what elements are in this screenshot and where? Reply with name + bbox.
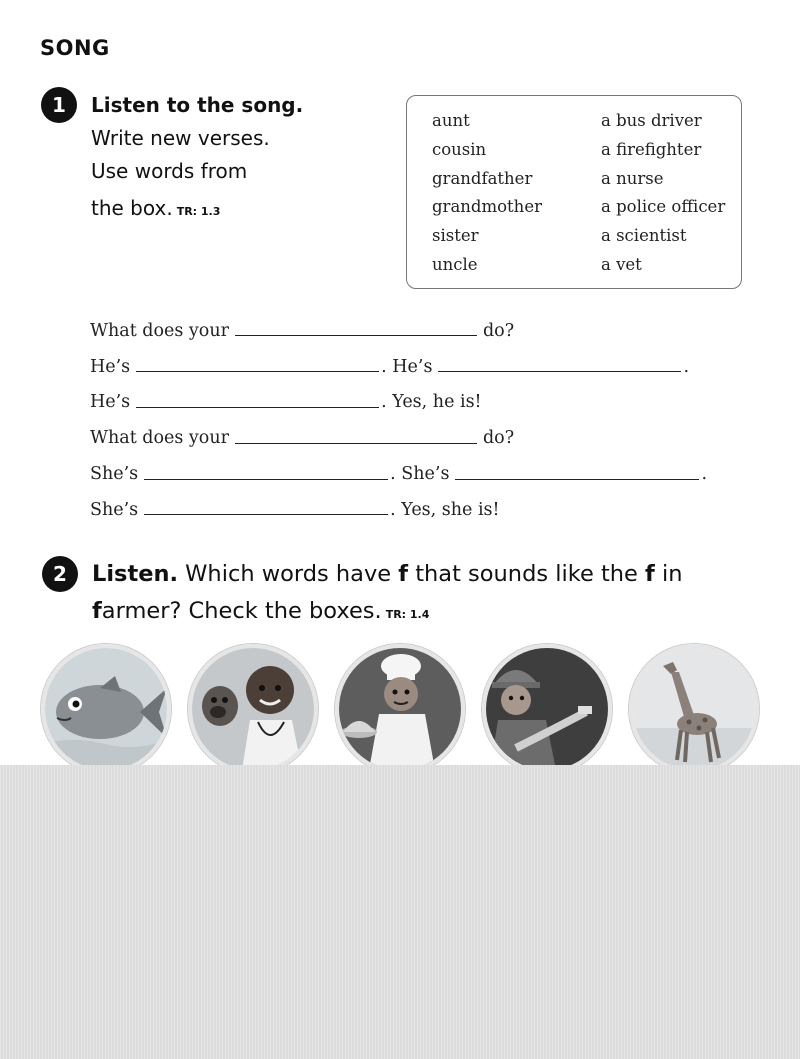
verse-text: What does your (90, 320, 229, 341)
exercise-1-instructions (91, 89, 391, 228)
verse-text: . Yes, she is! (390, 499, 500, 520)
verse-line (90, 456, 730, 492)
verse-text: She’s (90, 464, 139, 485)
answer-blank[interactable] (136, 393, 379, 408)
verse-line (90, 492, 730, 528)
word-box-jobs-column (601, 107, 725, 280)
exercise-1-line3: the box. (91, 196, 173, 220)
word-item: grandfather (432, 168, 533, 188)
track-number: TR: 1.3 (176, 205, 221, 218)
answer-blank[interactable] (235, 429, 477, 444)
exercise-2-listen: Listen. (92, 561, 179, 587)
instruction-f: f (645, 561, 655, 587)
instruction-f: f (92, 598, 102, 624)
word-item: a nurse (601, 168, 664, 188)
verse-text: . She’s (390, 464, 450, 485)
giraffe-picture (629, 644, 759, 774)
verse-text: . (683, 356, 690, 377)
track-number: TR: 1.4 (385, 608, 430, 621)
word-item: uncle (432, 254, 478, 274)
section-title: SONG (40, 36, 110, 60)
answer-blank[interactable] (136, 357, 379, 372)
exercise-1-line2: Use words from (91, 159, 248, 183)
verse-text: do? (482, 428, 515, 449)
word-item: aunt (432, 111, 470, 130)
verse-text: . He’s (381, 356, 433, 377)
exercise-1-line1: Write new verses. (91, 126, 270, 150)
verse-line (90, 349, 730, 385)
word-item: cousin (432, 139, 487, 159)
exercise-2-instructions (92, 556, 732, 633)
word-item: sister (432, 226, 479, 246)
fish-picture (41, 644, 171, 774)
exercise-2-number: 2 (42, 556, 78, 592)
instruction-f: f (398, 561, 409, 587)
answer-blank[interactable] (235, 321, 477, 336)
word-item: a vet (601, 254, 642, 274)
word-box-family-column (432, 107, 542, 280)
verse-text: What does your (90, 428, 229, 449)
answer-blank[interactable] (144, 465, 388, 480)
redaction-overlay (0, 765, 800, 1059)
verse-text: do? (482, 320, 515, 341)
answer-blank[interactable] (438, 357, 681, 372)
verse-text: He’s (90, 392, 131, 413)
instruction-text: that sounds like the (408, 561, 646, 587)
instruction-text: in (654, 561, 683, 587)
answer-blank[interactable] (144, 500, 388, 515)
word-item: a police officer (601, 197, 726, 217)
instruction-text: armer? Check the boxes. (101, 598, 382, 624)
verse-text: He’s (90, 356, 131, 377)
chef-picture (335, 644, 465, 774)
word-item: a bus driver (601, 111, 702, 130)
verse-text: . Yes, he is! (381, 392, 482, 413)
word-item: a scientist (601, 226, 687, 246)
instruction-text: Which words have (178, 561, 399, 587)
firefighter-picture (482, 644, 612, 774)
verse-line (90, 420, 730, 456)
verse-text: . (701, 464, 708, 485)
answer-blank[interactable] (455, 465, 699, 480)
verse-line (90, 385, 730, 421)
verse-block (90, 313, 730, 528)
vet-picture (188, 644, 318, 774)
word-box (406, 95, 742, 289)
exercise-1-heading: Listen to the song. (91, 93, 304, 117)
exercise-1-number: 1 (41, 87, 77, 123)
verse-text: She’s (90, 499, 139, 520)
word-item: grandmother (432, 197, 542, 217)
word-item: a firefighter (601, 139, 702, 159)
verse-line (90, 313, 730, 349)
